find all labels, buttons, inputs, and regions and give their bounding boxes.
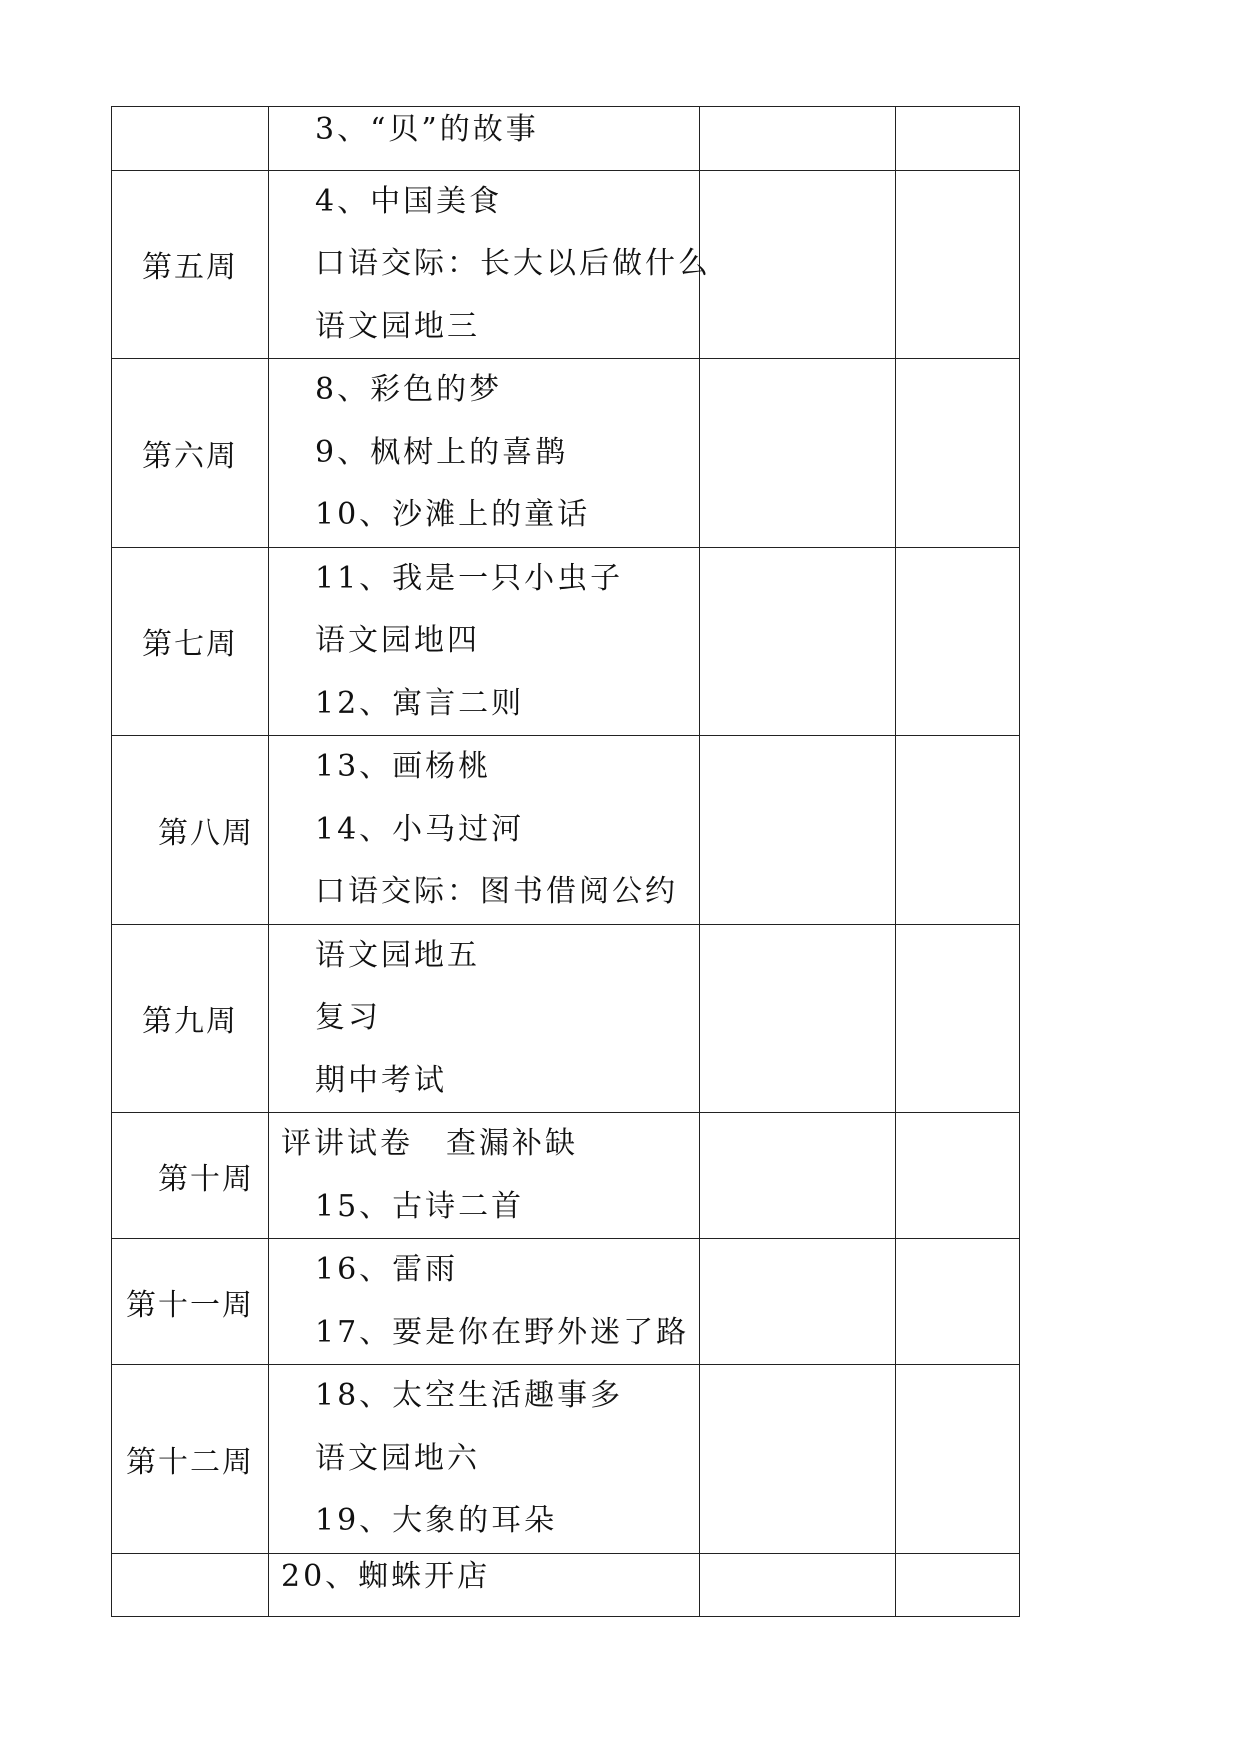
lesson-item: 19、大象的耳朵 <box>315 1503 558 1538</box>
week-cell: 第十周 <box>112 1113 269 1239</box>
empty-cell <box>896 359 1020 548</box>
empty-cell <box>896 1239 1020 1365</box>
schedule-table <box>111 106 1020 1617</box>
week-cell: 第七周 <box>112 547 269 736</box>
week-cell <box>112 107 269 171</box>
empty-cell <box>700 359 896 548</box>
table-row <box>112 924 1020 1113</box>
table-row <box>112 1239 1020 1365</box>
lesson-item: 12、寓言二则 <box>315 685 525 721</box>
empty-cell <box>700 1553 896 1617</box>
week-cell: 第五周 <box>112 170 269 359</box>
lesson-item: 17、要是你在野外迷了路 <box>315 1314 690 1350</box>
empty-cell <box>700 1113 896 1239</box>
lessons-cell <box>269 924 700 1113</box>
empty-cell <box>896 547 1020 736</box>
lesson-item: 15、古诗二首 <box>315 1188 525 1224</box>
lesson-item: 13、画杨桃 <box>315 749 492 784</box>
lessons-cell <box>269 736 700 925</box>
lessons-cell <box>269 547 700 736</box>
lessons-cell <box>269 1553 700 1617</box>
table-row <box>112 1113 1020 1239</box>
table-row <box>112 547 1020 736</box>
lessons-cell <box>269 170 711 359</box>
lessons-cell <box>269 1365 700 1554</box>
lessons-cell <box>269 359 700 548</box>
empty-cell <box>896 1553 1020 1617</box>
lesson-item: 口语交际：长大以后做什么 <box>315 246 711 281</box>
empty-cell <box>700 1239 896 1365</box>
lesson-item: 3、“贝”的故事 <box>315 112 539 147</box>
lesson-item: 16、雷雨 <box>315 1252 459 1287</box>
week-cell: 第六周 <box>112 359 269 548</box>
table-row <box>112 1365 1020 1554</box>
lesson-item: 9、枫树上的喜鹊 <box>315 434 569 470</box>
empty-cell <box>896 736 1020 925</box>
lesson-item: 评讲试卷 查漏补缺 <box>281 1126 578 1161</box>
empty-cell <box>896 107 1020 171</box>
lesson-item: 10、沙滩上的童话 <box>315 497 591 532</box>
empty-cell <box>700 170 896 359</box>
table-row <box>112 170 1020 359</box>
lessons-cell <box>269 1239 700 1365</box>
empty-cell <box>700 107 896 171</box>
lesson-item: 14、小马过河 <box>315 811 525 847</box>
lesson-item: 复习 <box>315 1000 381 1035</box>
week-cell <box>112 1553 269 1617</box>
lessons-cell <box>269 1113 700 1239</box>
empty-cell <box>700 547 896 736</box>
table-row <box>112 107 1020 171</box>
lesson-item: 语文园地三 <box>315 308 480 344</box>
empty-cell <box>700 1365 896 1554</box>
lesson-item: 11、我是一只小虫子 <box>315 560 624 596</box>
table-row <box>112 1553 1020 1617</box>
lesson-item: 4、中国美食 <box>315 183 503 219</box>
week-cell: 第九周 <box>112 924 269 1113</box>
week-cell: 第八周 <box>112 736 269 925</box>
lessons-cell <box>269 107 700 171</box>
week-cell: 第十一周 <box>112 1239 269 1365</box>
empty-cell <box>896 924 1020 1113</box>
lesson-item: 20、蜘蛛开店 <box>281 1558 491 1594</box>
lesson-item: 语文园地四 <box>315 623 480 658</box>
lesson-item: 18、太空生活趣事多 <box>315 1378 624 1413</box>
empty-cell <box>896 1113 1020 1239</box>
table-row <box>112 359 1020 548</box>
lesson-item: 8、彩色的梦 <box>315 372 503 407</box>
week-cell: 第十二周 <box>112 1365 269 1554</box>
empty-cell <box>896 170 1020 359</box>
lesson-item: 语文园地五 <box>315 937 480 973</box>
table-row <box>112 736 1020 925</box>
empty-cell <box>896 1365 1020 1554</box>
empty-cell <box>700 924 896 1113</box>
lesson-item: 语文园地六 <box>315 1440 480 1476</box>
lesson-item: 口语交际：图书借阅公约 <box>315 874 678 909</box>
lesson-item: 期中考试 <box>315 1062 447 1098</box>
empty-cell <box>700 736 896 925</box>
